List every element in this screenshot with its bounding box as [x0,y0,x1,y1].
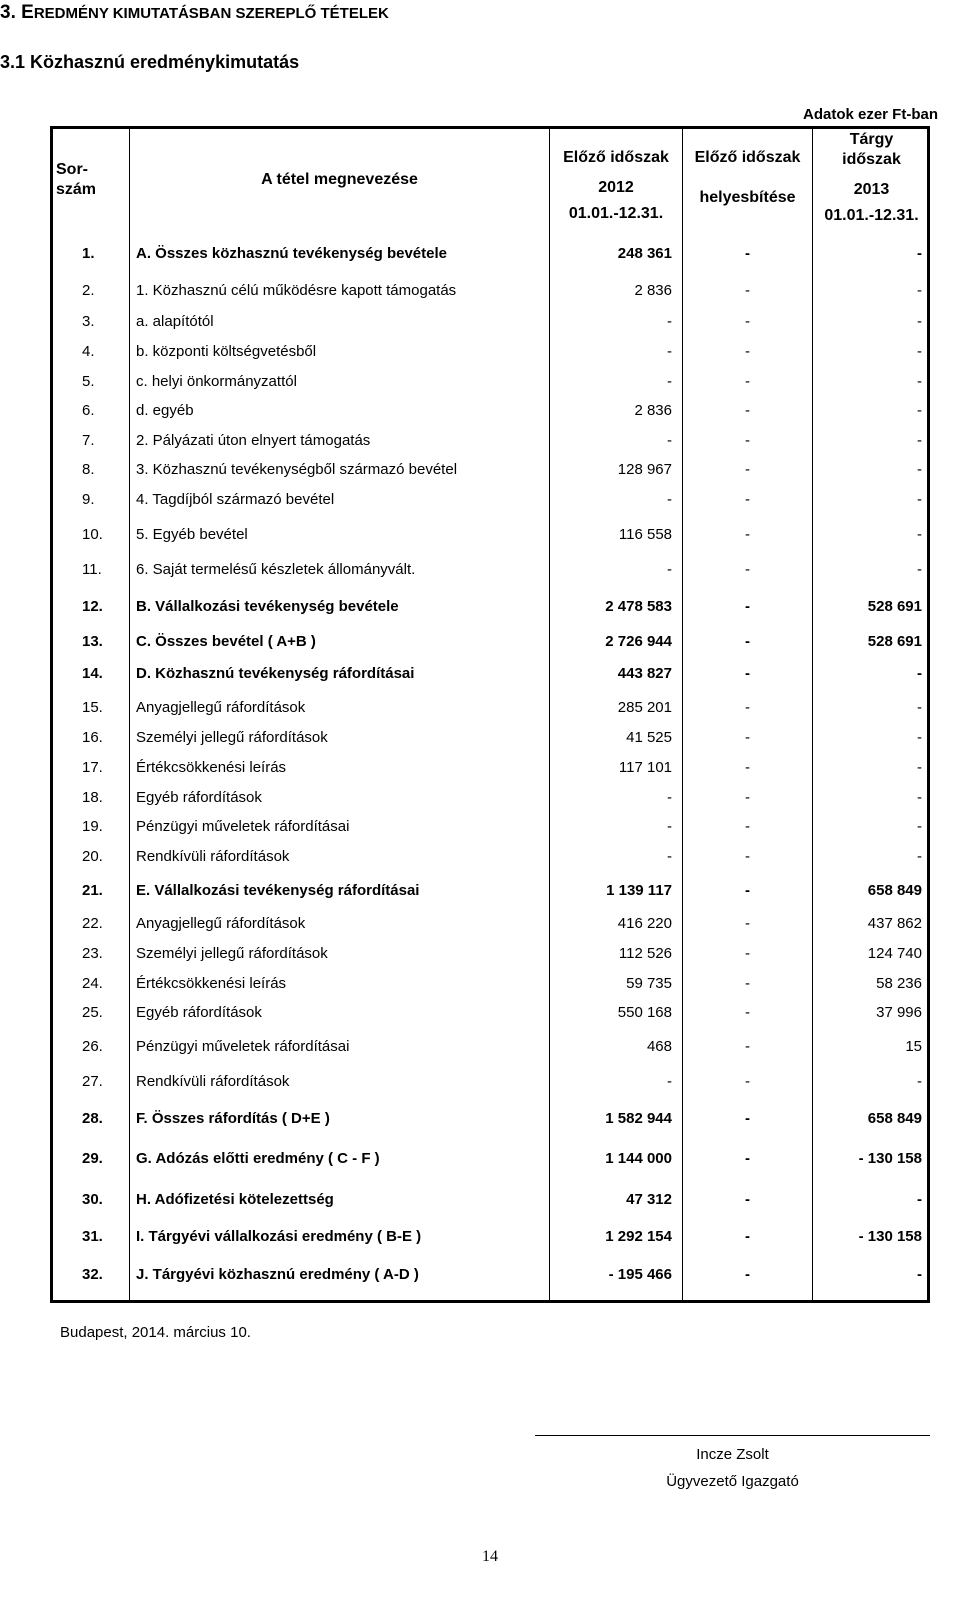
row-item-name: Értékcsökkenési leírás [136,759,287,776]
row-previous-value: - [667,373,672,390]
row-current-value: 658 849 [867,882,922,899]
row-previous-value: 468 [646,1038,672,1055]
row-item-name: G. Adózás előtti eredmény ( C - F ) [136,1150,380,1167]
signer-title: Ügyvezető Igazgató [666,1473,799,1490]
row-current-value: 15 [905,1038,922,1055]
row-number: 24. [82,975,103,992]
row-number: 20. [82,848,103,865]
row-correction-value: - [745,1191,750,1208]
row-previous-value: 47 312 [626,1191,672,1208]
row-item-name: 5. Egyéb bevétel [136,526,248,543]
column-divider [129,128,130,1301]
row-current-value: - [917,343,922,360]
row-correction-value: - [745,526,750,543]
row-item-name: Értékcsökkenési leírás [136,975,287,992]
row-item-name: Egyéb ráfordítások [136,789,262,806]
row-current-value: - [917,789,922,806]
row-correction-value: - [745,1150,750,1167]
row-current-value: 124 740 [867,945,922,962]
row-item-name: C. Összes bevétel ( A+B ) [136,633,316,650]
row-correction-value: - [745,561,750,578]
row-previous-value: 2 726 944 [605,633,672,650]
row-previous-value: 2 836 [634,402,672,419]
row-current-value: - [917,1191,922,1208]
row-previous-value: - [667,432,672,449]
row-number: 28. [82,1110,103,1127]
row-previous-value: - [667,848,672,865]
row-number: 2. [82,282,95,299]
row-number: 32. [82,1266,103,1283]
page-number: 14 [482,1548,498,1565]
row-number: 8. [82,461,95,478]
row-current-value: - 130 158 [858,1150,922,1167]
row-item-name: a. alapítótól [136,313,214,330]
row-current-value: 658 849 [867,1110,922,1127]
row-previous-value: - [667,313,672,330]
subsection-heading: 3.1 Közhasznú eredménykimutatás [0,52,300,72]
row-correction-value: - [745,1110,750,1127]
row-current-value: - [917,848,922,865]
row-item-name: c. helyi önkormányzattól [136,373,297,390]
row-previous-value: - [667,491,672,508]
row-correction-value: - [745,665,750,682]
row-previous-value: 285 201 [617,699,672,716]
row-number: 3. [82,313,95,330]
row-correction-value: - [745,282,750,299]
row-previous-value: 416 220 [617,915,672,932]
row-item-name: 6. Saját termelésű készletek állományvált. [136,561,416,578]
row-current-value: - [917,282,922,299]
row-previous-value: 2 836 [634,282,672,299]
header-item-name: A tétel megnevezése [261,171,418,188]
signature-line [535,1435,930,1436]
row-current-value: - [917,665,922,682]
row-item-name: Egyéb ráfordítások [136,1004,262,1021]
row-current-value: - [917,373,922,390]
row-correction-value: - [745,1038,750,1055]
row-item-name: Anyagjellegű ráfordítások [136,915,306,932]
row-correction-value: - [745,729,750,746]
row-number: 18. [82,789,103,806]
row-correction-value: - [745,402,750,419]
row-correction-value: - [745,461,750,478]
row-item-name: J. Tárgyévi közhasznú eredmény ( A-D ) [136,1266,419,1283]
row-correction-value: - [745,313,750,330]
row-correction-value: - [745,1004,750,1021]
row-correction-value: - [745,598,750,615]
row-previous-value: 59 735 [626,975,672,992]
row-correction-value: - [745,633,750,650]
row-previous-value: 443 827 [617,665,672,682]
header-row-number: Sor- szám [56,161,97,198]
row-number: 7. [82,432,95,449]
row-correction-value: - [745,699,750,716]
row-previous-value: - [667,818,672,835]
row-number: 25. [82,1004,103,1021]
row-item-name: 3. Közhasznú tevékenységből származó bevétel [136,461,458,478]
row-number: 9. [82,491,95,508]
row-item-name: b. központi költségvetésből [136,343,317,360]
row-current-value: 58 236 [876,975,922,992]
row-current-value: - [917,561,922,578]
row-previous-value: - [667,561,672,578]
row-correction-value: - [745,1266,750,1283]
row-correction-value: - [745,1073,750,1090]
row-correction-value: - [745,491,750,508]
row-current-value: - [917,759,922,776]
row-number: 19. [82,818,103,835]
row-previous-value: 1 139 117 [606,882,672,899]
row-current-value: - [917,1266,922,1283]
row-correction-value: - [745,818,750,835]
row-current-value: 437 862 [867,915,922,932]
row-number: 30. [82,1191,103,1208]
row-previous-value: 2 478 583 [605,598,672,615]
row-item-name: Pénzügyi műveletek ráfordításai [136,1038,350,1055]
row-number: 14. [82,665,103,682]
row-previous-value: 117 101 [618,759,672,776]
row-previous-value: - 195 466 [608,1266,672,1283]
row-number: 4. [82,343,95,360]
row-item-name: Személyi jellegű ráfordítások [136,729,328,746]
row-correction-value: - [745,915,750,932]
row-number: 15. [82,699,103,716]
row-number: 29. [82,1150,103,1167]
row-item-name: H. Adófizetési kötelezettség [136,1191,334,1208]
signer-name: Incze Zsolt [696,1446,769,1463]
row-number: 10. [82,526,103,543]
row-current-value: - [917,432,922,449]
row-correction-value: - [745,848,750,865]
row-item-name: Anyagjellegű ráfordítások [136,699,306,716]
row-current-value: 528 691 [867,633,922,650]
row-item-name: E. Vállalkozási tevékenység ráfordításai [136,882,420,899]
row-previous-value: 128 967 [617,461,672,478]
row-number: 21. [82,882,103,899]
row-item-name: 1. Közhasznú célú működésre kapott támogatás [136,282,457,299]
row-number: 23. [82,945,103,962]
row-number: 31. [82,1228,103,1245]
row-item-name: 2. Pályázati úton elnyert támogatás [136,432,371,449]
row-number: 5. [82,373,95,390]
row-number: 26. [82,1038,103,1055]
row-previous-value: - [667,343,672,360]
row-current-value: 528 691 [867,598,922,615]
row-number: 6. [82,402,95,419]
row-current-value: 37 996 [876,1004,922,1021]
row-previous-value: 1 144 000 [605,1150,672,1167]
row-previous-value: - [667,789,672,806]
place-date: Budapest, 2014. március 10. [60,1324,251,1341]
row-previous-value: 41 525 [626,729,672,746]
row-item-name: Személyi jellegű ráfordítások [136,945,328,962]
row-correction-value: - [745,432,750,449]
row-correction-value: - [745,945,750,962]
row-number: 17. [82,759,103,776]
row-item-name: F. Összes ráfordítás ( D+E ) [136,1110,330,1127]
row-previous-value: 550 168 [617,1004,672,1021]
row-item-name: B. Vállalkozási tevékenység bevétele [136,598,399,615]
row-current-value: - [917,699,922,716]
row-correction-value: - [745,245,750,262]
row-correction-value: - [745,373,750,390]
row-number: 16. [82,729,103,746]
row-number: 13. [82,633,103,650]
row-current-value: - [917,491,922,508]
row-item-name: A. Összes közhasznú tevékenység bevétele [136,245,447,262]
row-correction-value: - [745,343,750,360]
row-previous-value: 248 361 [617,245,672,262]
row-correction-value: - [745,759,750,776]
row-item-name: Rendkívüli ráfordítások [136,848,290,865]
header-previous-period: Előző időszak 2012 01.01.-12.31. [563,149,669,222]
row-item-name: Rendkívüli ráfordítások [136,1073,290,1090]
row-number: 11. [82,561,102,578]
header-current-period: Tárgy időszak 2013 01.01.-12.31. [824,131,919,224]
row-previous-value: 112 526 [618,945,672,962]
row-previous-value: 1 292 154 [605,1228,672,1245]
row-current-value: - [917,729,922,746]
row-current-value: - [917,402,922,419]
row-item-name: d. egyéb [136,402,194,419]
row-item-name: D. Közhasznú tevékenység ráfordításai [136,665,415,682]
row-number: 27. [82,1073,103,1090]
row-current-value: - [917,313,922,330]
row-previous-value: - [667,1073,672,1090]
row-correction-value: - [745,789,750,806]
units-note: Adatok ezer Ft-ban [802,106,938,123]
row-number: 22. [82,915,103,932]
row-previous-value: 116 558 [618,526,672,543]
row-current-value: - [917,245,922,262]
row-current-value: - [917,526,922,543]
row-correction-value: - [745,1228,750,1245]
row-previous-value: 1 582 944 [605,1110,672,1127]
row-item-name: I. Tárgyévi vállalkozási eredmény ( B-E ) [136,1228,422,1245]
header-previous-correction: Előző időszak helyesbítése [694,149,801,206]
row-number: 1. [82,245,95,262]
row-current-value: - [917,461,922,478]
row-current-value: - [917,1073,922,1090]
row-correction-value: - [745,882,750,899]
row-current-value: - [917,818,922,835]
row-current-value: - 130 158 [858,1228,922,1245]
section-heading: 3. EREDMÉNY KIMUTATÁSBAN SZEREPLŐ TÉTELEK [0,2,389,23]
row-item-name: Pénzügyi műveletek ráfordításai [136,818,350,835]
row-item-name: 4. Tagdíjból származó bevétel [136,491,335,508]
row-number: 12. [82,598,103,615]
row-correction-value: - [745,975,750,992]
